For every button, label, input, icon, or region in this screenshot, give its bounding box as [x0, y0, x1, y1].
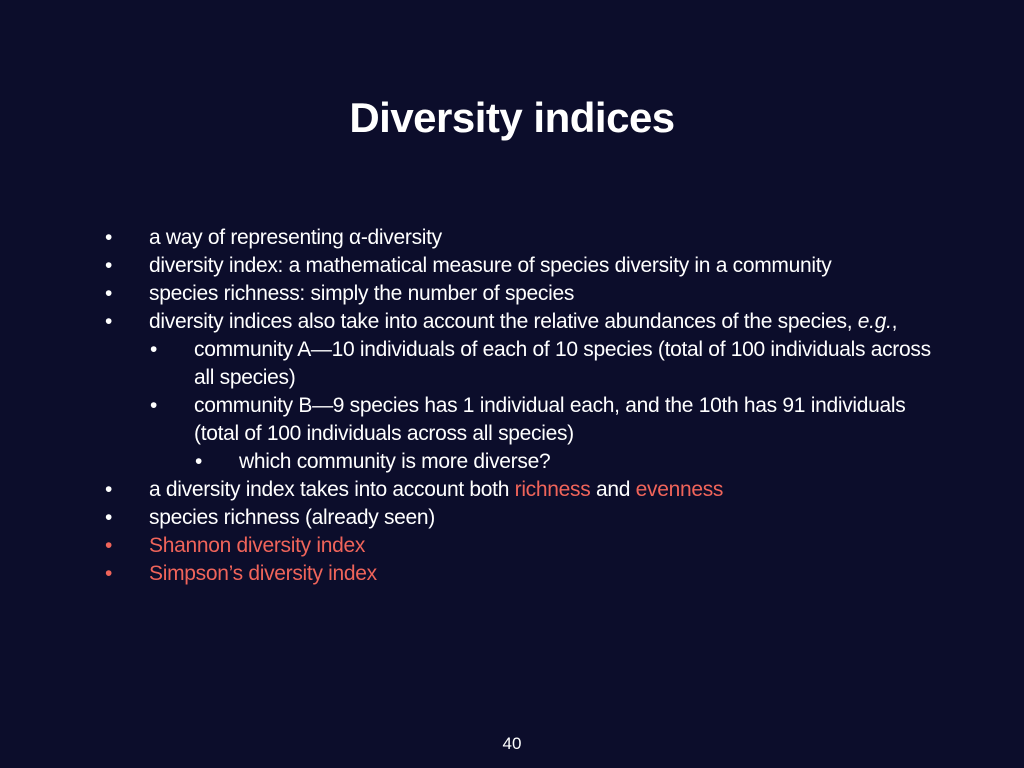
bullet-dot-icon: • — [195, 450, 203, 473]
bullet-dot-icon: • — [105, 562, 113, 585]
bullet-text-part: , — [891, 310, 898, 333]
bullet-text: community B—9 species has 1 individual each, and the 10th has 91 individuals (total of 100 individuals across all species) — [194, 394, 906, 445]
bullet-dot-icon: • — [105, 282, 113, 305]
bullet-text — [149, 308, 935, 336]
bullet-text: community A—10 individuals of each of 10 species (total of 100 individuals across all species) — [194, 338, 931, 389]
bullet-text: a way of representing α-diversity — [149, 226, 442, 249]
bullet-item-simpson — [105, 560, 935, 588]
bullet-item — [105, 280, 935, 308]
bullet-text-part: and — [590, 478, 636, 501]
bullet-dot-icon: • — [105, 254, 113, 277]
sub-sub-bullet-item — [105, 448, 935, 476]
bullet-text: diversity index: a mathematical measure of species diversity in a community — [149, 254, 832, 277]
bullet-item — [105, 252, 935, 280]
bullet-item — [105, 476, 935, 504]
sub-bullet-item — [105, 336, 935, 392]
highlight-evenness: evenness — [635, 478, 724, 501]
bullet-dot-icon: • — [105, 534, 113, 557]
bullet-dot-icon: • — [150, 394, 158, 417]
bullet-text-part: a diversity index takes into account both — [149, 478, 515, 501]
bullet-dot-icon: • — [105, 310, 113, 333]
bullet-text: species richness: simply the number of species — [149, 282, 575, 305]
bullet-item — [105, 224, 935, 252]
bullet-dot-icon: • — [105, 506, 113, 529]
bullet-item-shannon — [105, 532, 935, 560]
bullet-list — [105, 224, 935, 588]
bullet-text: which community is more diverse? — [239, 450, 551, 473]
highlight-richness: richness — [514, 478, 591, 501]
bullet-dot-icon: • — [105, 226, 113, 249]
bullet-item — [105, 504, 935, 532]
page-number: 40 — [502, 734, 522, 753]
bullet-text: Shannon diversity index — [149, 534, 366, 557]
bullet-text: Simpson’s diversity index — [149, 562, 377, 585]
bullet-text — [149, 476, 935, 504]
bullet-text-part: diversity indices also take into account the relative abundances of the species, — [149, 310, 858, 333]
bullet-dot-icon: • — [105, 478, 113, 501]
bullet-text: species richness (already seen) — [149, 506, 436, 529]
sub-bullet-item — [105, 392, 935, 448]
bullet-dot-icon: • — [150, 338, 158, 361]
bullet-item — [105, 308, 935, 336]
slide-title: Diversity indices — [349, 94, 675, 141]
emphasis-text: e.g. — [857, 310, 892, 333]
